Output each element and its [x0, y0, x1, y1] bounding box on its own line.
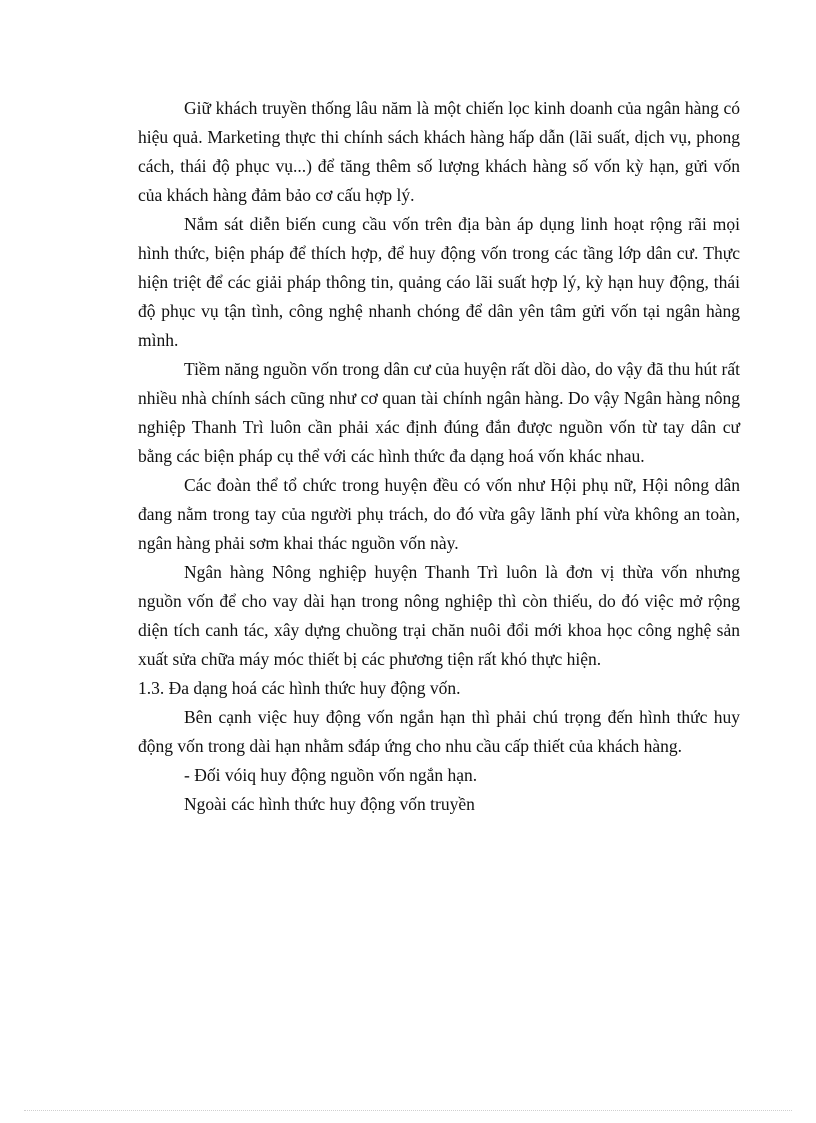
- section-heading: 1.3. Đa dạng hoá các hình thức huy động vốn.: [138, 678, 461, 698]
- paragraph-1: Giữ khách truyền thống lâu năm là một chiến lọc kinh doanh của ngân hàng có hiệu quả. Marketing thực thi chính sách khách hàng hấp dẫn (lãi suất, dịch vụ, phong cách, thái độ phục vụ...) để tăng thêm số lượng khách hàng số vốn kỳ hạn, gửi vốn của khách hàng đảm bảo cơ cấu hợp lý.: [138, 98, 740, 205]
- paragraph-6: Bên cạnh việc huy động vốn ngắn hạn thì phải chú trọng đến hình thức huy động vốn trong dài hạn nhằm sđáp ứng cho nhu cầu cấp thiết của khách hàng.: [138, 707, 740, 756]
- paragraph-2: Nắm sát diễn biến cung cầu vốn trên địa bàn áp dụng linh hoạt rộng rãi mọi hình thức, biện pháp để thích hợp, để huy động vốn trong các tầng lớp dân cư. Thực hiện triệt để các giải pháp thông tin, quảng cáo lãi suất hợp lý, kỳ hạn huy động, thái độ phục vụ tận tình, công nghệ nhanh chóng để dân yên tâm gửi vốn tại ngân hàng mình.: [138, 214, 740, 350]
- document-page: [138, 94, 740, 819]
- paragraph-8: Ngoài các hình thức huy động vốn truyền: [184, 794, 475, 814]
- paragraph-5: Ngân hàng Nông nghiệp huyện Thanh Trì luôn là đơn vị thừa vốn nhưng nguồn vốn để cho vay dài hạn trong nông nghiệp thì còn thiếu, do đó việc mở rộng diện tích canh tác, xây dựng chuồng trại chăn nuôi đổi mới khoa học công nghệ sản xuất sửa chữa máy móc thiết bị các phương tiện rất khó thực hiện.: [138, 562, 740, 669]
- paragraph-7: - Đối vóiq huy động nguồn vốn ngắn hạn.: [184, 765, 478, 785]
- paragraph-3: Tiềm năng nguồn vốn trong dân cư của huyện rất dồi dào, do vậy đã thu hút rất nhiều nhà chính sách cũng như cơ quan tài chính ngân hàng. Do vậy Ngân hàng nông nghiệp Thanh Trì luôn cần phải xác định đúng đắn được nguồn vốn từ tay dân cư bằng các biện pháp cụ thể với các hình thức đa dạng hoá vốn khác nhau.: [138, 359, 740, 466]
- paragraph-4: Các đoàn thể tổ chức trong huyện đều có vốn như Hội phụ nữ, Hội nông dân đang nằm trong tay của người phụ trách, do đó vừa gây lãnh phí vừa không an toàn, ngân hàng phải sơm khai thác nguồn vốn này.: [138, 475, 740, 553]
- page-bottom-divider: [24, 1110, 792, 1111]
